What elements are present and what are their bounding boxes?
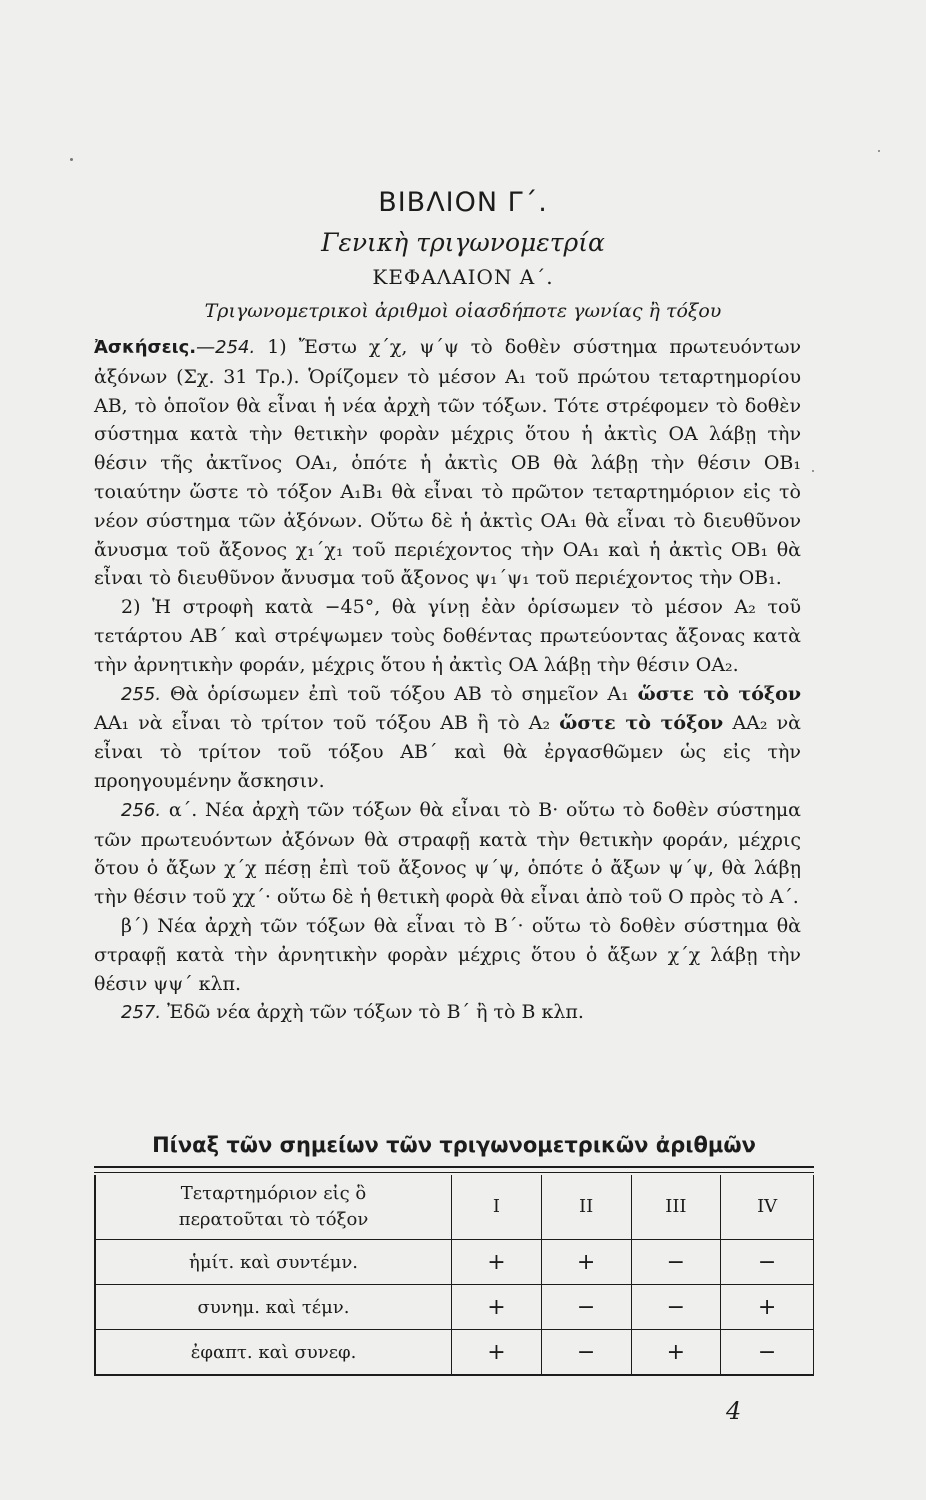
exercise-text: β΄) Νέα ἀρχὴ τῶν τόξων θὰ εἶναι τὸ Β΄· οὕτω τὸ δοθὲν σύστημα θὰ στραφῇ κατὰ τὴν ἀρνητικὴν φορὰν μέχρις ὅτου ὁ ἄξων χ΄χ λάβῃ τὴν θέσιν ψψ΄ κλπ. [94,914,801,995]
table-rule [94,1166,814,1173]
exercise-text: Θὰ ὁρίσωμεν ἐπὶ τοῦ τόξου ΑΒ τὸ σημεῖον Α₁ [169,682,629,705]
exercise-text: ΑΑ₁ νὰ εἶναι τὸ τρίτον τοῦ τόξου ΑΒ ἢ τὸ Α₂ [94,712,551,735]
print-speck [812,470,814,472]
sign-cell: + [541,1240,631,1285]
table-row [95,1285,814,1330]
exercise-number: 256. [121,799,162,821]
exercise-254-part-2 [94,593,801,679]
sign-cell: + [452,1285,542,1330]
sign-cell: − [541,1330,631,1376]
exercise-text: 2) Ἡ στροφὴ κατὰ −45°, θὰ γίνῃ ἐὰν ὁρίσωμεν τὸ μέσον Α₂ τοῦ τετάρτου ΑΒ΄ καὶ στρέψωμεν τοὺς δοθέντας πρωτεύοντας ἄξονας κατὰ τὴν ἀρνητικὴν φοράν, μέχρις ὅτου ἡ ἀκτὶς ΟΑ λάβῃ τὴν θέσιν ΟΑ₂. [94,596,801,676]
column-header: II [541,1175,631,1240]
exercise-number: 257. [121,1002,162,1024]
sign-cell: + [452,1330,542,1376]
table-title: Πίναξ τῶν σημείων τῶν τριγωνομετρικῶν ἀριθμῶν [152,1133,756,1157]
row-label: ἡμίτ. καὶ συντέμν. [95,1240,452,1285]
book-title: ΒΙΒΛΙΟΝ Γ΄. [378,187,548,218]
exercise-text: ΑΑ₂ νὰ εἶναι τὸ τρίτον τοῦ τόξου ΑΒ΄ καὶ θὰ ἐργασθῶμεν ὡς εἰς τὴν προηγουμένην ἄσκησιν. [94,712,801,792]
chapter-heading: ΚΕΦΑΛΑΙΟΝ Α΄. [372,265,554,289]
column-header: IV [721,1175,814,1240]
exercise-number: 254. [215,337,256,358]
row-label: ἐφαπτ. καὶ συνεφ. [95,1330,452,1376]
print-speck [70,158,73,161]
sign-cell: − [721,1330,814,1376]
table-header-row [95,1175,814,1240]
signs-table [94,1175,814,1376]
exercise-emphasis: ὥστε τὸ τόξον [559,712,724,735]
exercise-257 [94,998,801,1028]
table-row [95,1240,814,1285]
print-speck [878,150,880,152]
chapter-subtitle: Τριγωνομετρικοὶ ἀριθμοὶ οἱασδήποτε γωνίας ἢ τόξου [204,300,722,322]
exercise-254: Ἀσκήσεις.—254. 1) Ἔστω χ΄χ, ψ΄ψ τὸ δοθὲν σύστημα πρωτευόντων ἀξόνων (Σχ. 31 Τρ.). Ὁρίζομεν τὸ μέσον Α₁ τοῦ πρώτου τεταρτημορίου ΑΒ, τὸ ὁποῖον θὰ εἶναι ἡ νέα ἀρχὴ τῶν τόξων. Τότε στρέφομεν τὸ δοθὲν σύστημα κατὰ τὴν θετικὴν φορὰν μέχρις ὅτου ἡ ἀκτὶς ΟΑ λάβῃ τὴν θέσιν τῆς ἀκτῖνος ΟΑ₁, ὁπότε ἡ ἀκτὶς ΟΒ θὰ λάβῃ τὴν θέσιν ΟΒ₁ τοιαύτην ὥστε τὸ τόξον Α₁Β₁ θὰ εἶναι τὸ πρῶτον τεταρτημόριον εἰς τὸ νέον σύστημα τῶν ἀξόνων. Οὕτω δὲ ἡ ἀκτὶς ΟΑ₁ θὰ εἶναι τὸ διευθῦνον ἄνυσμα τοῦ ἄξονος χ₁΄χ₁ τοῦ περιέχοντος τὴν ΟΑ₁ καὶ ἡ ἀκτὶς ΟΒ₁ θὰ εἶναι τὸ διευθῦνον ἄνυσμα τοῦ ἄξονος ψ₁΄ψ₁ τοῦ περιέχοντος τὴν ΟΒ₁. [94,336,801,590]
sign-cell: + [721,1285,814,1330]
exercise-text: Ἐδῶ νέα ἀρχὴ τῶν τόξων τὸ Β΄ ἢ τὸ Β κλπ. [167,1001,584,1024]
exercise-number: 255. [121,683,162,705]
exercise-emphasis: ὥστε τὸ τόξον [637,682,802,705]
exercise-text: α΄. Νέα ἀρχὴ τῶν τόξων θὰ εἶναι τὸ Β· οὕτω τὸ δοθὲν σύστημα τῶν πρωτευόντων ἀξόνων θὰ στραφῇ κατὰ τὴν θετικὴν φοράν, μέχρις ὅτου ὁ ἄξων χ΄χ πέσῃ ἐπὶ τοῦ ἄξονος ψ΄ψ, ὁπότε ὁ ἄξων ψ΄ψ, θὰ λάβῃ τὴν θέσιν τοῦ χχ΄· οὕτω δὲ ἡ θετικὴ φορὰ θὰ εἶναι ἀπὸ τοῦ Ο πρὸς τὸ Α΄. [94,798,802,909]
exercise-256-part-b [94,912,801,998]
page-number: 4 [726,1397,742,1425]
subject-heading: Γενικὴ τριγωνομετρία [321,228,605,257]
sign-cell: − [541,1285,631,1330]
column-header: III [631,1175,721,1240]
sign-cell: + [631,1330,721,1376]
exercises-label: Ἀσκήσεις. [94,337,197,358]
exercise-256 [94,796,801,912]
sign-cell: − [721,1240,814,1285]
table-header-label: Τεταρτημόριον εἰς ὃ περατοῦται τὸ τόξον [95,1175,452,1240]
row-label: συνημ. καὶ τέμν. [95,1285,452,1330]
exercise-text: 1) Ἔστω χ΄χ, ψ΄ψ τὸ δοθὲν σύστημα πρωτευόντων ἀξόνων (Σχ. 31 Τρ.). Ὁρίζομεν τὸ μέσον Α₁ τοῦ πρώτου τεταρτημορίου ΑΒ, τὸ ὁποῖον θὰ εἶναι ἡ νέα ἀρχὴ τῶν τόξων. Τότε στρέφομεν τὸ δοθὲν σύστημα κατὰ τὴν θετικὴν φορὰν μέχρις ὅτου ἡ ἀκτὶς ΟΑ λάβῃ τὴν θέσιν τῆς ἀκτῖνος ΟΑ₁, ὁπότε ἡ ἀκτὶς ΟΒ θὰ λάβῃ τὴν θέσιν ΟΒ₁ τοιαύτην ὥστε τὸ τόξον Α₁Β₁ θὰ εἶναι τὸ πρῶτον τεταρτημόριον εἰς τὸ νέον σύστημα τῶν ἀξόνων. Οὕτω δὲ ἡ ἀκτὶς ΟΑ₁ θὰ εἶναι τὸ διευθῦνον ἄνυσμα τοῦ ἄξονος χ₁΄χ₁ τοῦ περιέχοντος τὴν ΟΑ₁ καὶ ἡ ἀκτὶς ΟΒ₁ θὰ εἶναι τὸ διευθῦνον ἄνυσμα τοῦ ἄξονος ψ₁΄ψ₁ τοῦ περιέχοντος τὴν ΟΒ₁. [94,336,801,590]
table-row [95,1330,814,1376]
sign-cell: + [452,1240,542,1285]
exercise-255 [94,680,801,796]
column-header: I [452,1175,542,1240]
sign-cell: − [631,1240,721,1285]
sign-cell: − [631,1285,721,1330]
exercises-text [94,333,801,1028]
